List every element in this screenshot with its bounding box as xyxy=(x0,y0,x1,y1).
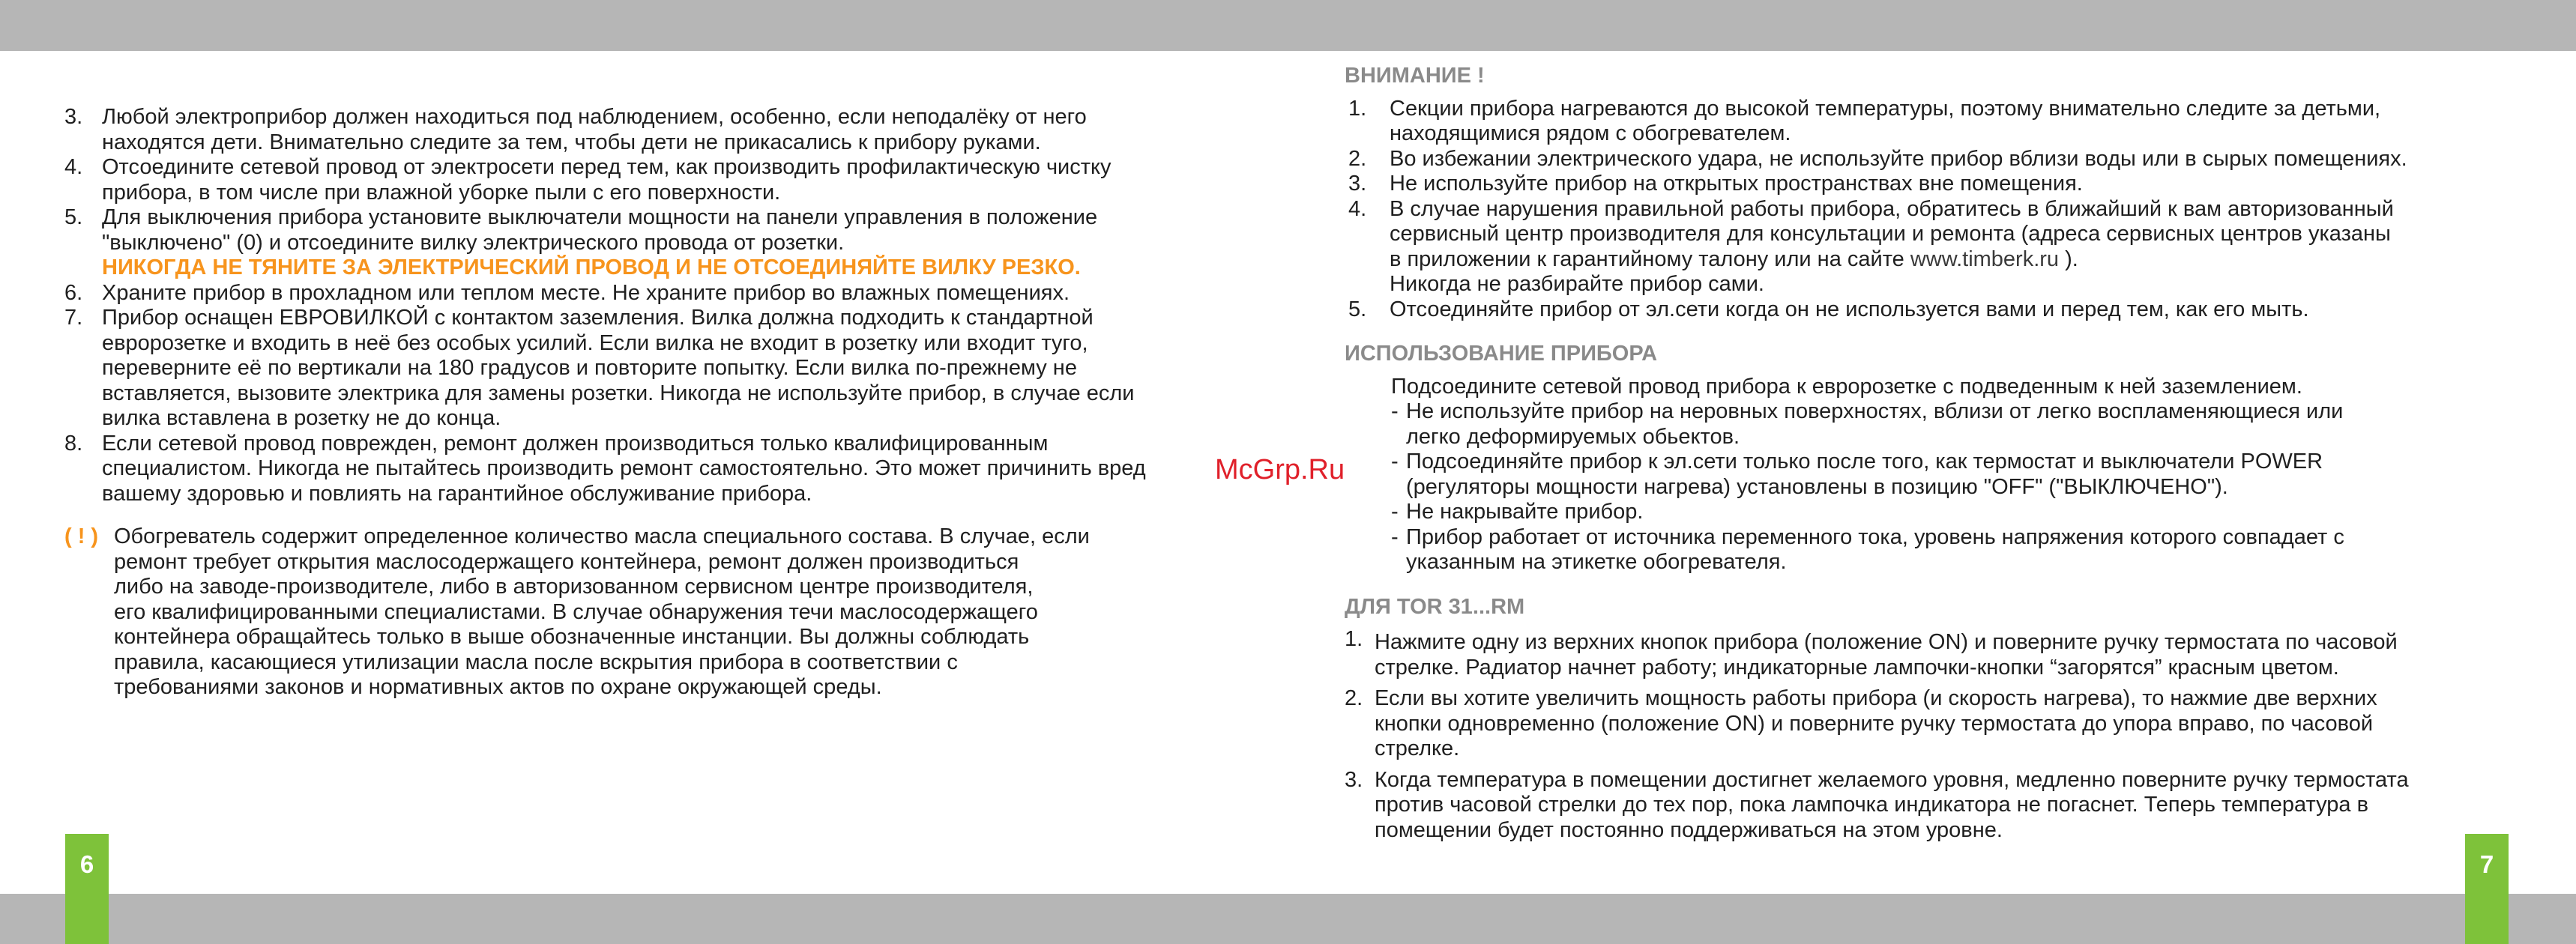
item-line: вставляется, вызовите электрика для замены розетки. Никогда не используйте прибор, в случае если xyxy=(102,381,1135,405)
item-line: Храните прибор в прохладном или теплом месте. Не храните прибор во влажных помещениях. xyxy=(102,280,1070,305)
item-line: сервисный центр производителя для консультации и ремонта (адреса сервисных центров указаны xyxy=(1390,222,2391,246)
attention-item-5 xyxy=(1345,297,2529,323)
item-line: указанным на этикетке обогревателя. xyxy=(1406,550,1787,574)
exclamation-icon: ( ! ) xyxy=(64,524,99,548)
left-column xyxy=(64,105,1234,701)
item-number: 5. xyxy=(64,205,83,229)
item-line: Отсоединяйте прибор от эл.сети когда он не используется вами и перед тем, как его мыть. xyxy=(1390,297,2309,321)
usage-title: ИСПОЛЬЗОВАНИЕ ПРИБОРА xyxy=(1345,342,1658,366)
item-line: стрелке. Радиатор начнет работу; индикаторные лампочки-кнопки “загорятся” красным цветом. xyxy=(1375,655,2339,680)
item-number: 1. xyxy=(1348,96,1367,121)
usage-section xyxy=(1345,342,2529,575)
item-number: 5. xyxy=(1348,297,1367,321)
item-line: Нажмите одну из верхних кнопок прибора (положение ON) и поверните ручку термостата по часовой xyxy=(1375,630,2398,654)
item-line: (регуляторы мощности нагрева) установлены в позицию "OFF" ("ВЫКЛЮЧЕНО"). xyxy=(1406,474,2228,499)
item-number: 4. xyxy=(64,155,83,179)
item-line: Не накрывайте прибор. xyxy=(1406,500,1644,524)
item-line: переверните её по вертикали на 180 градусов и повторите попытку. Если вилка по-прежнему не xyxy=(102,356,1077,380)
item-line: В случае нарушения правильной работы прибора, обратитесь в ближайший к вам авторизованный xyxy=(1390,196,2394,221)
watermark: McGrp.Ru xyxy=(1215,454,1345,485)
item-line: Когда температура в помещении достигнет желаемого уровня, медленно поверните ручку термостата xyxy=(1375,767,2409,792)
notice-line: ремонт требует открытия маслосодержащего контейнера, ремонт должен производиться xyxy=(114,549,1019,574)
attention-item-3 xyxy=(1345,172,2529,197)
item-line: Если сетевой провод поврежден, ремонт должен производиться только квалифицированным xyxy=(102,431,1049,456)
item-line: стрелке. xyxy=(1375,736,1460,760)
tor-item-3 xyxy=(1345,768,2529,844)
item-number: 2. xyxy=(1348,146,1367,171)
item-line: вилка вставлена в розетку не до конца. xyxy=(102,406,501,430)
item-line-suffix: ). xyxy=(2059,246,2078,271)
item-number: 1. xyxy=(1345,627,1363,651)
usage-item xyxy=(1391,525,2529,575)
item-number: 8. xyxy=(64,431,83,456)
attention-title: ВНИМАНИЕ ! xyxy=(1345,64,1485,88)
notice-line: контейнера обращайтесь только в выше обозначенные инстанции. Вы должны соблюдать xyxy=(114,625,1030,649)
usage-item xyxy=(1391,500,2529,525)
item-line: специалистом. Никогда не пытайтесь производить ремонт самостоятельно. Это может причинить вред xyxy=(102,456,1146,480)
item-number: 3. xyxy=(1348,172,1367,196)
attention-item-4 xyxy=(1345,197,2529,297)
item-line: Любой электроприбор должен находиться под наблюдением, особенно, если неподалёку от него xyxy=(102,105,1087,129)
list-item-6 xyxy=(64,281,1234,306)
usage-intro: Подсоедините сетевой провод прибора к евророзетке с подведенным к ней заземлением. xyxy=(1391,374,2302,399)
item-number: 2. xyxy=(1345,686,1363,710)
list-item-5 xyxy=(64,205,1234,281)
item-line: помещении будет постоянно поддерживаться на этом уровне. xyxy=(1375,817,2003,842)
item-number: 7. xyxy=(64,306,83,330)
item-line: Отсоедините сетевой провод от электросети перед тем, как производить профилактическую чистку xyxy=(102,155,1111,179)
dash-bullet: - xyxy=(1391,399,1399,423)
item-line: Прибор работает от источника переменного тока, уровень напряжения которого совпадает с xyxy=(1406,524,2344,549)
page-number-right: 7 xyxy=(2465,834,2509,944)
item-number: 3. xyxy=(64,105,83,129)
tor-item-1 xyxy=(1345,627,2529,680)
list-item-7 xyxy=(64,306,1234,432)
item-line-prefix: в приложении к гарантийному талону или на сайте xyxy=(1390,246,1910,271)
top-bar xyxy=(0,0,2576,51)
page-number-left: 6 xyxy=(65,834,109,944)
tor-item-2 xyxy=(1345,686,2529,762)
item-number: 6. xyxy=(64,280,83,305)
list-item-8 xyxy=(64,432,1234,507)
item-line: евророзетке и входить в неё без особых усилий. Если вилка не входит в розетку или входит туго, xyxy=(102,330,1088,355)
usage-list xyxy=(1345,399,2529,575)
list-item-3 xyxy=(64,105,1234,155)
item-number: 4. xyxy=(1348,196,1367,221)
dash-bullet: - xyxy=(1391,500,1399,524)
attention-section xyxy=(1345,64,2529,322)
item-line: вашему здоровью и повлиять на гарантийное обслуживание прибора. xyxy=(102,481,812,506)
item-line: Для выключения прибора установите выключатели мощности на панели управления в положение xyxy=(102,205,1098,229)
notice-line: его квалифицированными специалистами. В случае обнаружения течи маслосодержащего xyxy=(114,599,1038,624)
list-item-4 xyxy=(64,155,1234,205)
item-line: Не используйте прибор на открытых пространствах вне помещения. xyxy=(1390,172,2083,196)
item-line: находящимися рядом с обогревателем. xyxy=(1390,121,1791,145)
item-line: "выключено" (0) и отсоедините вилку электрического провода от розетки. xyxy=(102,230,845,255)
notice-line: правила, касающиеся утилизации масла после вскрытия прибора в соответствии с xyxy=(114,650,958,674)
right-column xyxy=(1345,64,2529,843)
item-line: Не используйте прибор на неровных поверхностях, вблизи от легко воспламеняющиеся или xyxy=(1406,399,2344,423)
item-line: легко деформируемых обьектов. xyxy=(1406,424,1740,449)
tor-title: ДЛЯ TOR 31...RM xyxy=(1345,594,1525,619)
item-line: кнопки одновременно (положение ON) и поверните ручку термостата до упора вправо, по часовой xyxy=(1375,711,2374,736)
item-line: прибора, в том числе при влажной уборке пыли с его поверхности. xyxy=(102,180,781,205)
item-number: 3. xyxy=(1345,767,1363,792)
item-line: Секции прибора нагреваются до высокой температуры, поэтому внимательно следите за детьми, xyxy=(1390,96,2381,121)
cord-warning: НИКОГДА НЕ ТЯНИТЕ ЗА ЭЛЕКТРИЧЕСКИЙ ПРОВОД И НЕ ОТСОЕДИНЯЙТЕ ВИЛКУ РЕЗКО. xyxy=(102,255,1081,279)
bottom-bar xyxy=(0,894,2576,944)
usage-item xyxy=(1391,450,2529,500)
oil-notice xyxy=(64,524,1234,701)
tor-section xyxy=(1345,595,2529,844)
item-line: Если вы хотите увеличить мощность работы прибора (и скорость нагрева), то нажмие две верхних xyxy=(1375,686,2377,710)
usage-item xyxy=(1391,399,2529,450)
notice-line: Обогреватель содержит определенное количество масла специального состава. В случае, если xyxy=(114,524,1090,548)
dash-bullet: - xyxy=(1391,450,1399,473)
website-link[interactable]: www.timberk.ru xyxy=(1910,246,2060,271)
attention-item-2 xyxy=(1345,147,2529,172)
item-line: против часовой стрелки до тех пор, пока лампочка индикатора не погаснет. Теперь температура в xyxy=(1375,793,2369,817)
attention-item-1 xyxy=(1345,97,2529,147)
notice-line: требованиями законов и нормативных актов по охране окружающей среды. xyxy=(114,675,882,699)
item-line xyxy=(1390,247,2529,273)
dash-bullet: - xyxy=(1391,524,1399,549)
item-line: Прибор оснащен ЕВРОВИЛКОЙ с контактом заземления. Вилка должна подходить к стандартной xyxy=(102,306,1094,330)
item-line: Никогда не разбирайте прибор сами. xyxy=(1390,272,1764,296)
item-line: Подсоединяйте прибор к эл.сети только после того, как термостат и выключатели POWER xyxy=(1406,450,2323,473)
item-line: находятся дети. Внимательно следите за тем, чтобы дети не прикасались к прибору руками. xyxy=(102,130,1041,154)
item-line: Во избежании электрического удара, не используйте прибор вблизи воды или в сырых помещениях. xyxy=(1390,146,2407,171)
notice-line: либо на заводе-производителе, либо в авторизованном сервисном центре производителя, xyxy=(114,575,1034,599)
